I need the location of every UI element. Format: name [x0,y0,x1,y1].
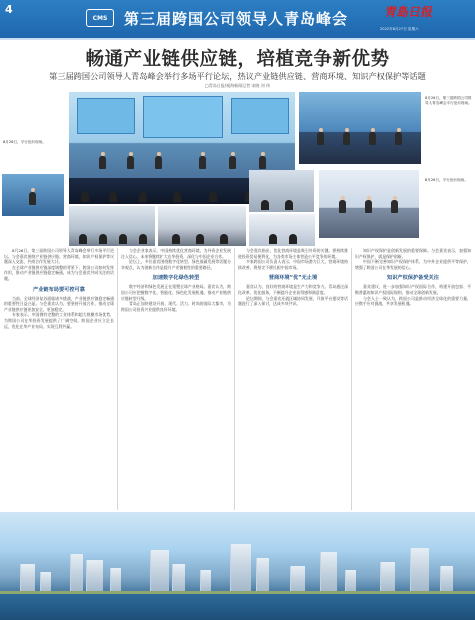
dateline: 2022年8月27日 星期六 [380,27,419,31]
panel-discussion-photo [299,92,421,164]
section-title: 第三届跨国公司领导人青岛峰会 [124,10,349,28]
section-subtitle: 知识产权保护备受关注 [387,275,439,282]
speaker-photo [2,174,64,216]
paragraph: 与会企业家表示，中国持续优化营商环境，为外资企业发展注入信心。未来将继续扩大在华投资，深化与中国企业合作。 [121,248,231,259]
signing-ceremony-photo [319,170,419,238]
paragraph: 论坛期间，与会嘉宾还就区域协同发展、开放平台建设等话题进行了深入探讨，达成多项共识。 [238,295,348,307]
paragraph: 在全球产业链供应链深度调整的背景下，跨国公司如何发挥作用，推动产业链供应链稳定畅通，成为与会嘉宾共同关注的话题。 [4,264,114,281]
photo-caption-right-top: 8月26日，第三届跨国公司领导人青岛峰会平行论坛现场。 [425,96,472,105]
paragraph: 青岛正加快建设开放、现代、活力、时尚的国际大都市，为跨国公司投资兴业提供良好环境。 [121,301,231,312]
paragraph: 当前，全球经济复苏面临诸多挑战，产业链供应链稳定畅通的重要性日益凸显。与会嘉宾认为，要坚持开放合作，推动全球产业链供应链更加安全、更加稳定。 [4,295,114,312]
column-divider [351,248,352,510]
paragraph: 嘉宾建议，进一步加强知识产权国际合作，构建开放包容、平衡普惠的知识产权国际规则，推动全球创新发展。 [355,284,471,295]
section-subtitle: 产业链布局要可控可靠 [33,286,85,293]
article-subhead: 第三届跨国公司领导人青岛峰会举行多场平行论坛，热议产业链供应链、营商环境、知识产权保护等话题 [49,71,426,81]
paragraph: 中国不断完善知识产权保护体系，为中外企业提供平等保护，增强了跨国公司在华发展的信心。 [355,259,471,270]
paragraph: 专家表示，中国拥有完整的工业体系和超大规模市场优势，为跨国公司在华投资发展提供了广阔空间。跨国企业应立足长远，优化在华产业布局，实现互利共赢。 [4,312,114,329]
section-subtitle: 营商环境“优”无止境 [268,275,318,282]
article-column-3 [238,248,348,510]
column-divider [234,248,235,510]
column-divider [117,248,118,510]
article-headline: 畅通产业链供应链，培植竞争新优势 [85,49,390,70]
photo-caption-right-mid: 8月26日，平行论坛现场。 [425,178,468,182]
page-number: 4 [5,3,13,16]
city-skyline-photo [0,512,475,620]
meeting-photo [249,214,315,246]
paragraph: 8月26日，第三届跨国公司领导人青岛峰会举行多场平行论坛。与会嘉宾围绕产业链供应链、营商环境、知识产权保护等议题深入交流，共商合作发展大计。 [4,248,114,265]
paragraph: 多家跨国公司负责人表示，中国市场潜力巨大，营商环境持续改善，将坚定不移扎根中国市场。 [238,259,348,270]
delegates-photo [158,206,246,246]
article-column-4 [355,248,471,510]
audience-photo [69,206,155,246]
paragraph: 与会嘉宾指出，优化营商环境是吸引外资的关键。要持续推进投资贸易便利化，为各类市场主体营造公平竞争的环境。 [238,248,348,259]
paragraph: 数字经济和绿色发展正在重塑全球产业格局。嘉宾认为，跨国公司应把握数字化、智能化、绿色化发展机遇，推动产业链供应链转型升级。 [121,284,231,301]
summit-logo-icon: CMS [86,9,114,27]
header-divider [0,38,475,40]
paragraph: 论坛上，多位嘉宾围绕数字化转型、绿色低碳发展等话题分享观点，认为创新合作是提升产业链韧性的重要路径。 [121,259,231,270]
photo-caption-left: 8月26日，平行论坛现场。 [3,140,46,144]
paragraph: 嘉宾认为，良好的营商环境是生产力和竞争力。青岛通过深化改革、优化服务，不断提升企业获得感和满意度。 [238,284,348,295]
article-byline: □青岛日报/观海新闻记者 宋晓 刘 伟 [205,83,270,88]
paragraph: 与会人士一致认为，跨国公司是推动经济全球化的重要力量，应携手应对挑战，共享发展机遇。 [355,295,471,307]
section-subtitle: 加速数字化绿色转型 [152,275,200,282]
paragraph: 知识产权保护是创新发展的重要保障。与会嘉宾表示，加强知识产权保护，就是保护创新。 [355,248,471,259]
article-column-1 [4,248,114,510]
article-column-2 [121,248,231,510]
newspaper-masthead: 青島日报 [383,5,434,19]
guests-photo [249,170,314,212]
